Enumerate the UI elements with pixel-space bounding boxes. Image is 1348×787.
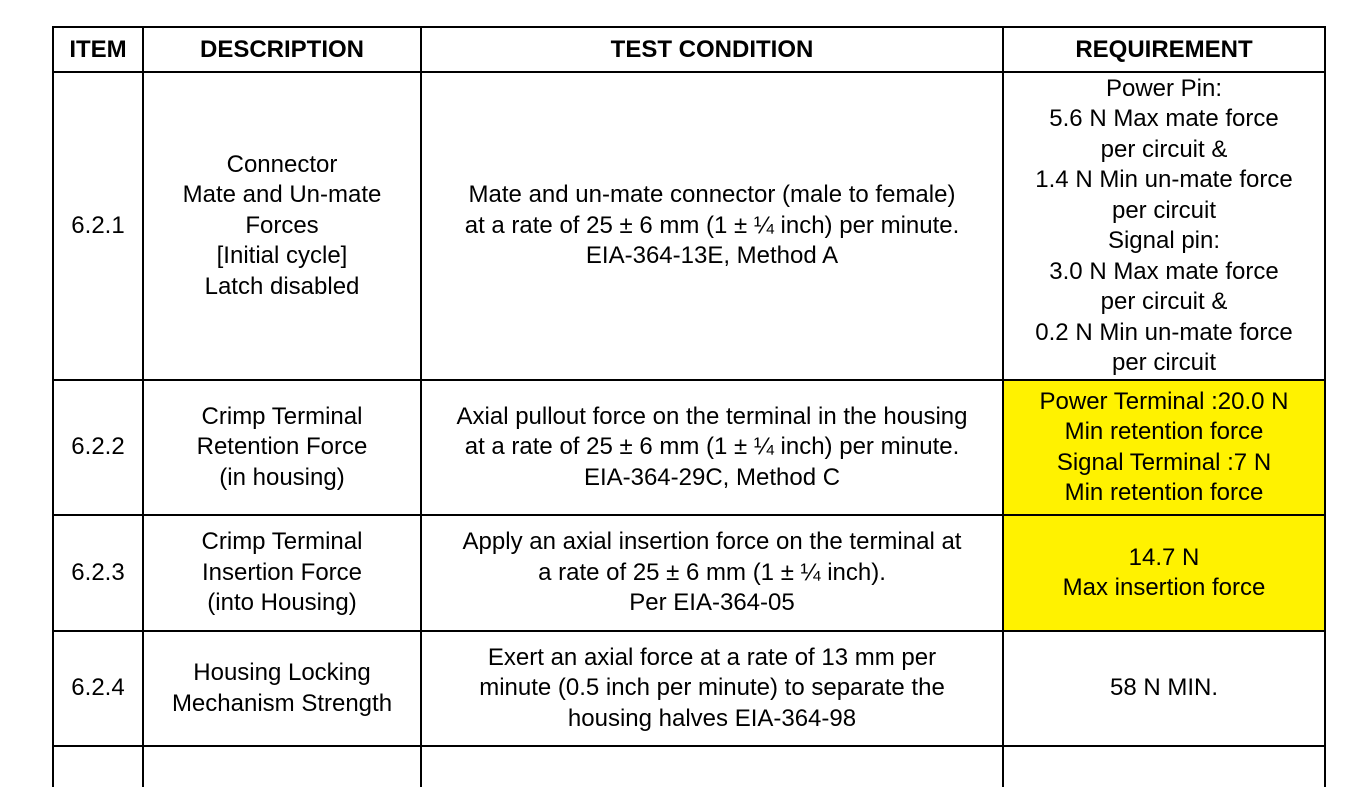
test-condition-cell: Apply an axial insertion force on the terminal at a rate of 25 ± 6 mm (1 ± ¼ inch). Per EIA-364-05 — [421, 515, 1003, 631]
test-condition-cell-empty — [421, 746, 1003, 787]
description-cell: Crimp Terminal Insertion Force (into Housing) — [143, 515, 421, 631]
table-row — [53, 515, 1325, 631]
table-row — [53, 380, 1325, 515]
description-cell: Housing Locking Mechanism Strength — [143, 631, 421, 746]
requirement-cell-highlighted: Power Terminal :20.0 N Min retention force Signal Terminal :7 N Min retention force — [1003, 380, 1325, 515]
table-row — [53, 631, 1325, 746]
test-condition-cell: Exert an axial force at a rate of 13 mm per minute (0.5 inch per minute) to separate the housing halves EIA-364-98 — [421, 631, 1003, 746]
test-condition-cell: Axial pullout force on the terminal in the housing at a rate of 25 ± 6 mm (1 ± ¼ inch) per minute. EIA-364-29C, Method C — [421, 380, 1003, 515]
spec-table — [52, 26, 1326, 787]
description-cell: Connector Mate and Un-mate Forces [Initial cycle] Latch disabled — [143, 72, 421, 380]
header-row — [53, 27, 1325, 72]
table-row-partial — [53, 746, 1325, 787]
test-condition-cell: Mate and un-mate connector (male to female) at a rate of 25 ± 6 mm (1 ± ¼ inch) per minute. EIA-364-13E, Method A — [421, 72, 1003, 380]
header-requirement: REQUIREMENT — [1003, 27, 1325, 72]
requirement-cell-empty — [1003, 746, 1325, 787]
header-item: ITEM — [53, 27, 143, 72]
requirement-cell: 58 N MIN. — [1003, 631, 1325, 746]
requirement-cell-highlighted: 14.7 N Max insertion force — [1003, 515, 1325, 631]
table-row — [53, 72, 1325, 380]
description-cell: Crimp Terminal Retention Force (in housing) — [143, 380, 421, 515]
description-cell-empty — [143, 746, 421, 787]
item-cell-empty — [53, 746, 143, 787]
item-cell: 6.2.1 — [53, 72, 143, 380]
requirement-cell: Power Pin: 5.6 N Max mate force per circuit & 1.4 N Min un-mate force per circuit Signal pin: 3.0 N Max mate force per circuit & 0.2 N Min un-mate force per circuit — [1003, 72, 1325, 380]
item-cell: 6.2.3 — [53, 515, 143, 631]
header-description: DESCRIPTION — [143, 27, 421, 72]
header-test-condition: TEST CONDITION — [421, 27, 1003, 72]
item-cell: 6.2.2 — [53, 380, 143, 515]
item-cell: 6.2.4 — [53, 631, 143, 746]
